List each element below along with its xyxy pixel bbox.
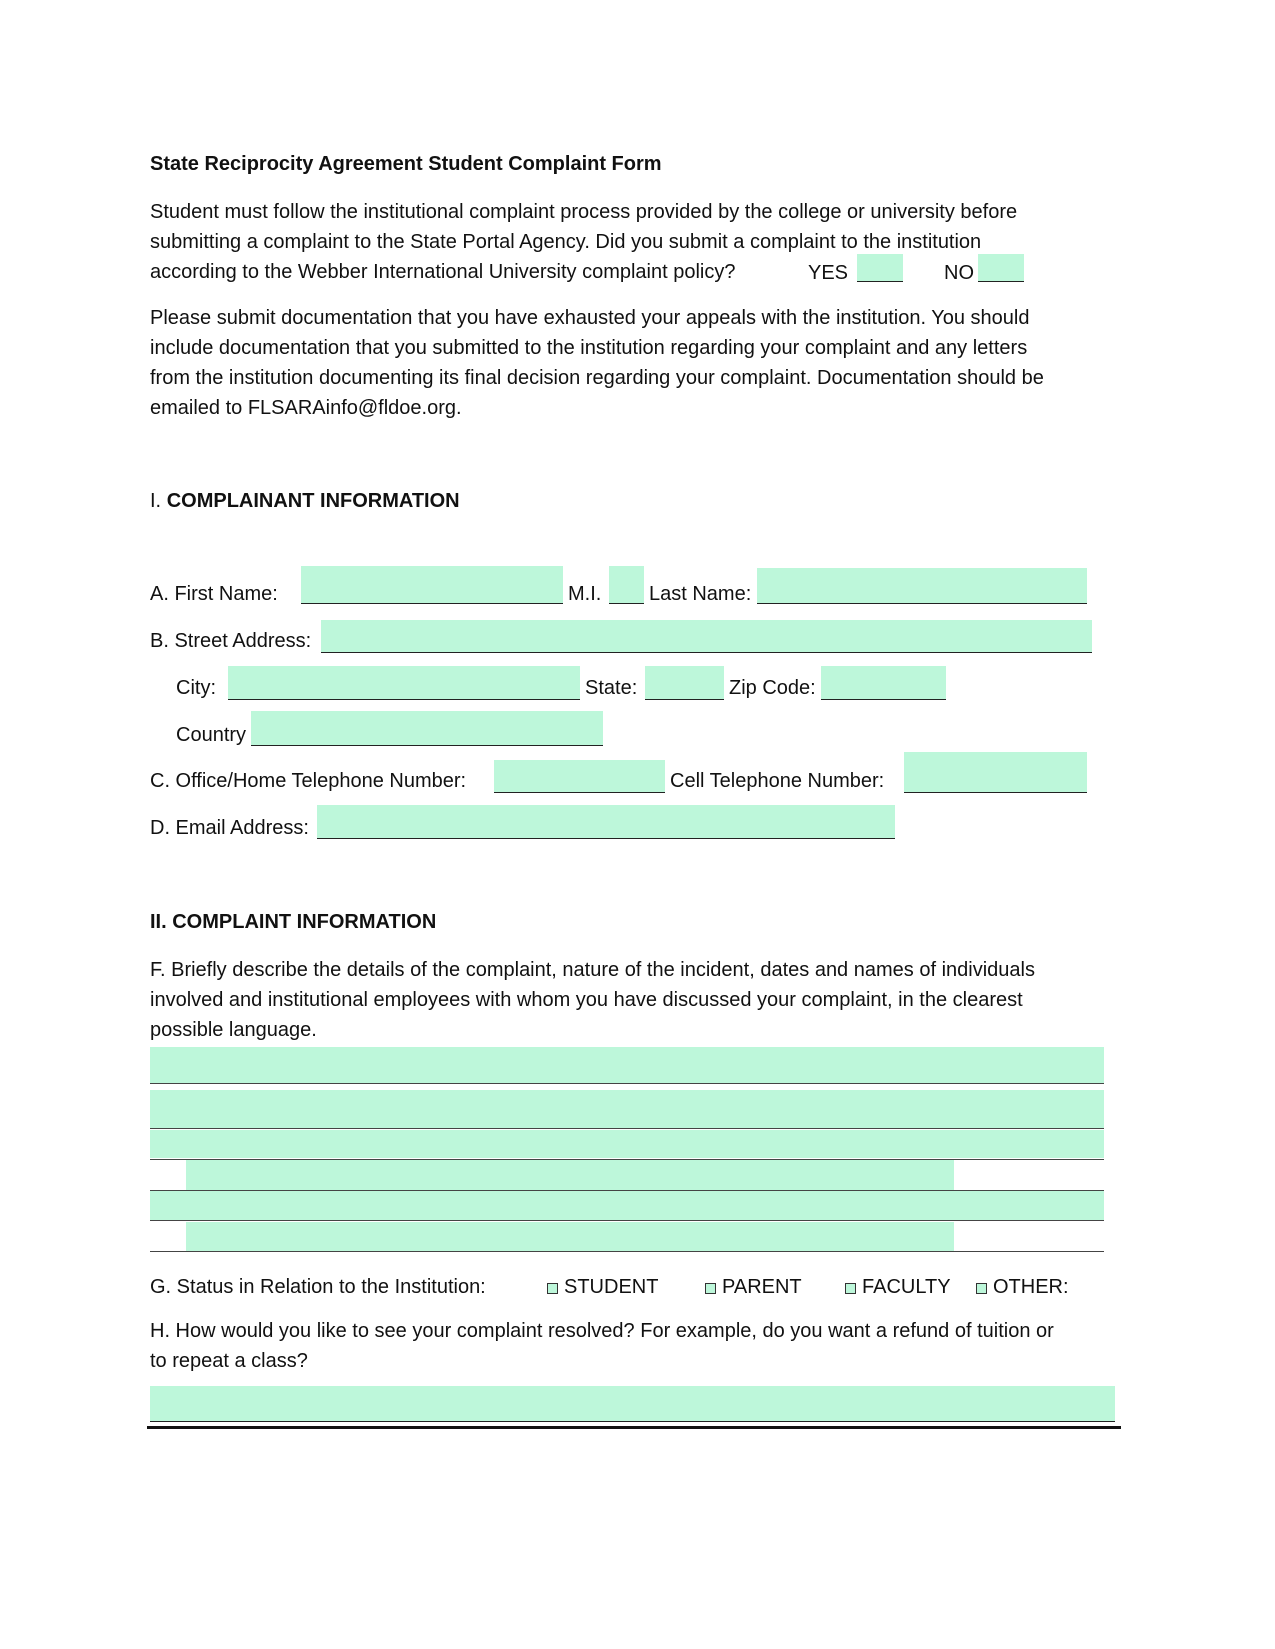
faculty-option-label: FACULTY [862, 1276, 951, 1298]
email-field[interactable] [317, 805, 895, 839]
section-2-heading: II. COMPLAINT INFORMATION [150, 911, 437, 933]
cell-phone-label: Cell Telephone Number: [670, 770, 885, 792]
doc-line-3: from the institution documenting its final decision regarding your complaint. Documentation should be [150, 367, 1044, 389]
description-field-2[interactable] [150, 1090, 1104, 1128]
street-label: B. Street Address: [150, 630, 312, 652]
country-label: Country [176, 724, 247, 746]
resolution-field[interactable] [150, 1386, 1115, 1422]
faculty-checkbox[interactable] [845, 1283, 856, 1294]
bottom-rule [147, 1426, 1121, 1429]
description-line-1 [150, 1083, 1104, 1084]
yes-label: YES [808, 262, 849, 284]
mi-label: M.I. [568, 583, 602, 605]
city-field[interactable] [228, 666, 580, 700]
last-name-label: Last Name: [649, 583, 752, 605]
section-1-title: COMPLAINANT INFORMATION [166, 490, 460, 512]
no-field[interactable] [978, 254, 1024, 282]
intro-line-2: submitting a complaint to the State Portal Agency. Did you submit a complaint to the institution [150, 231, 982, 253]
email-label: D. Email Address: [150, 817, 309, 839]
status-label: G. Status in Relation to the Institution: [150, 1276, 486, 1298]
description-field-1[interactable] [150, 1047, 1104, 1083]
f-line-1: F. Briefly describe the details of the complaint, nature of the incident, dates and names of individuals [150, 959, 1035, 981]
zip-field[interactable] [821, 666, 946, 700]
description-line-2 [150, 1128, 1104, 1129]
city-label: City: [176, 677, 216, 699]
first-name-label: A. First Name: [150, 583, 278, 605]
description-line-6 [150, 1251, 1104, 1252]
parent-option-label: PARENT [722, 1276, 802, 1298]
h-line-1: H. How would you like to see your complaint resolved? For example, do you want a refund of tuition or [150, 1320, 1054, 1342]
f-line-2: involved and institutional employees with whom you have discussed your complaint, in the clearest [150, 989, 1023, 1011]
parent-checkbox[interactable] [705, 1283, 716, 1294]
section-1-heading [150, 491, 460, 511]
state-field[interactable] [645, 666, 724, 700]
no-label: NO [944, 262, 974, 284]
description-line-3 [150, 1159, 1104, 1160]
mi-field[interactable] [609, 566, 644, 604]
student-checkbox[interactable] [547, 1283, 558, 1294]
doc-line-2: include documentation that you submitted to the institution regarding your complaint and any letters [150, 337, 1028, 359]
description-field-5[interactable] [150, 1191, 1104, 1220]
doc-line-1: Please submit documentation that you have exhausted your appeals with the institution. You should [150, 307, 1030, 329]
street-field[interactable] [321, 620, 1092, 653]
intro-line-1: Student must follow the institutional complaint process provided by the college or university before [150, 201, 1018, 223]
first-name-field[interactable] [301, 566, 563, 604]
doc-line-4: emailed to FLSARAinfo@fldoe.org. [150, 397, 462, 419]
state-label: State: [585, 677, 638, 699]
yes-field[interactable] [857, 254, 903, 282]
description-line-4 [150, 1190, 1104, 1191]
other-checkbox[interactable] [976, 1283, 987, 1294]
description-field-3[interactable] [150, 1130, 1104, 1158]
cell-phone-field[interactable] [904, 752, 1087, 793]
description-field-4[interactable] [186, 1160, 954, 1190]
zip-label: Zip Code: [729, 677, 816, 699]
form-title: State Reciprocity Agreement Student Complaint Form [150, 153, 662, 175]
description-line-5 [150, 1220, 1104, 1221]
other-option-label: OTHER: [993, 1276, 1069, 1298]
last-name-field[interactable] [757, 568, 1087, 604]
f-line-3: possible language. [150, 1019, 317, 1041]
description-field-6[interactable] [186, 1222, 954, 1251]
intro-line-3: according to the Webber International University complaint policy? [150, 261, 736, 283]
office-phone-label: C. Office/Home Telephone Number: [150, 770, 467, 792]
country-field[interactable] [251, 711, 603, 746]
h-line-2: to repeat a class? [150, 1350, 308, 1372]
office-phone-field[interactable] [494, 760, 665, 793]
section-1-numeral: I. [150, 490, 162, 512]
student-option-label: STUDENT [564, 1276, 659, 1298]
